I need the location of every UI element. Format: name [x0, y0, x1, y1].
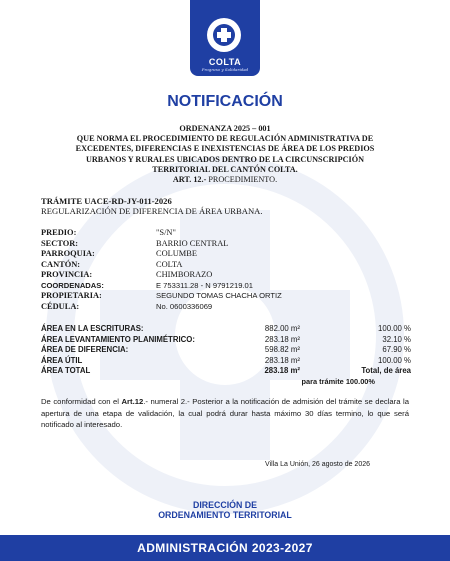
area-row	[41, 345, 421, 355]
tramite-code: TRÁMITE UACE-RD-JY-011-2026	[41, 196, 172, 206]
property-label: PROPIETARIA:	[41, 291, 102, 300]
department-line2: ORDENAMIENTO TERRITORIAL	[158, 510, 292, 520]
area-percent: 67.90 %	[382, 345, 411, 354]
tramite-description: REGULARIZACIÓN DE DIFERENCIA DE ÁREA URBANA.	[41, 206, 263, 216]
ordinance-article	[70, 175, 380, 185]
property-value: "S/N"	[156, 228, 176, 237]
property-label: CÉDULA:	[41, 301, 80, 311]
ordinance-line: QUE NORMA EL PROCEDIMIENTO DE REGULACIÓN ADMINISTRATIVA DE	[76, 134, 374, 144]
ordinance-number: ORDENANZA 2025 – 001	[179, 124, 271, 133]
ordinance-header	[70, 124, 380, 185]
ordinance-line: EXCEDENTES, DIFERENCIAS E INEXISTENCIAS DE ÁREA DE LOS PREDIOS	[75, 144, 375, 154]
department-line1: DIRECCIÓN DE	[192, 500, 258, 510]
legal-paragraph	[41, 396, 409, 431]
area-value: 283.18 m²	[264, 366, 300, 375]
property-label: SECTOR:	[41, 238, 79, 248]
property-value: CHIMBORAZO	[156, 270, 213, 279]
area-value: 882.00 m²	[264, 324, 300, 333]
department-name	[0, 500, 450, 520]
area-percent: Total, de área	[361, 366, 411, 375]
ordinance-line: URBANOS Y RURALES UBICADOS DENTRO DE LA CIRCUNSCRIPCIÓN	[85, 154, 365, 164]
area-percent: 100.00 %	[378, 324, 411, 333]
paragraph-article: Art.12	[121, 397, 144, 406]
brand-tagline: Progreso y Solidaridad	[201, 67, 249, 72]
property-label: PROVINCIA:	[41, 270, 93, 279]
page-title: NOTIFICACIÓN	[167, 93, 283, 110]
area-row	[41, 335, 421, 345]
area-label: ÁREA EN LA ESCRITURAS:	[41, 324, 144, 333]
property-value: No. 0600336069	[156, 301, 213, 311]
property-value: COLTA	[156, 259, 183, 269]
brand-name: COLTA	[208, 57, 242, 67]
property-value: SEGUNDO TOMAS CHACHA ORTIZ	[156, 291, 282, 300]
tramite-block	[41, 196, 421, 216]
area-label: ÁREA ÚTIL	[41, 355, 83, 365]
area-row	[41, 356, 421, 366]
paragraph-body: .- numeral 2.- Posterior a la notificación de admisión del trámite se declara la apertura de una etapa de validación, la cual podrá durar hasta máximo 30 días termino, lo que será notificado al interesado.	[41, 397, 409, 429]
total-note: para trámite 100.00%	[301, 377, 375, 386]
area-value: 598.82 m²	[264, 345, 300, 354]
property-label: CANTÓN:	[41, 259, 81, 269]
area-label: ÁREA TOTAL	[41, 366, 91, 375]
area-row	[41, 366, 421, 376]
property-label: COORDENADAS:	[41, 280, 104, 290]
area-percent: 32.10 %	[382, 334, 411, 344]
property-value: BARRIO CENTRAL	[156, 238, 229, 248]
area-percent: 100.00 %	[378, 355, 411, 365]
footer-administration: ADMINISTRACIÓN 2023-2027	[137, 541, 313, 555]
area-label: ÁREA DE DIFERENCIA:	[41, 345, 129, 354]
area-row	[41, 324, 421, 334]
area-value: 283.18 m²	[264, 334, 300, 344]
property-value: COLUMBE	[156, 249, 197, 258]
property-label: PARROQUIA:	[41, 249, 95, 258]
area-value: 283.18 m²	[264, 355, 300, 365]
area-label: ÁREA LEVANTAMIENTO PLANIMÉTRICO:	[41, 334, 195, 344]
seal-cross-icon-h	[217, 32, 231, 38]
document-date: Villa La Unión, 26 agosto de 2026	[265, 461, 370, 468]
article-label: ART. 12.-	[172, 175, 207, 185]
property-label: PREDIO:	[41, 228, 77, 237]
article-text: PROCEDIMIENTO.	[208, 175, 278, 185]
colta-seal-logo	[207, 18, 241, 52]
paragraph-intro: De conformidad con el	[41, 397, 122, 406]
property-value: E 753311.28 - N 9791219.01	[156, 280, 253, 290]
ordinance-line: TERRITORIAL DEL CANTÓN COLTA.	[152, 164, 298, 174]
